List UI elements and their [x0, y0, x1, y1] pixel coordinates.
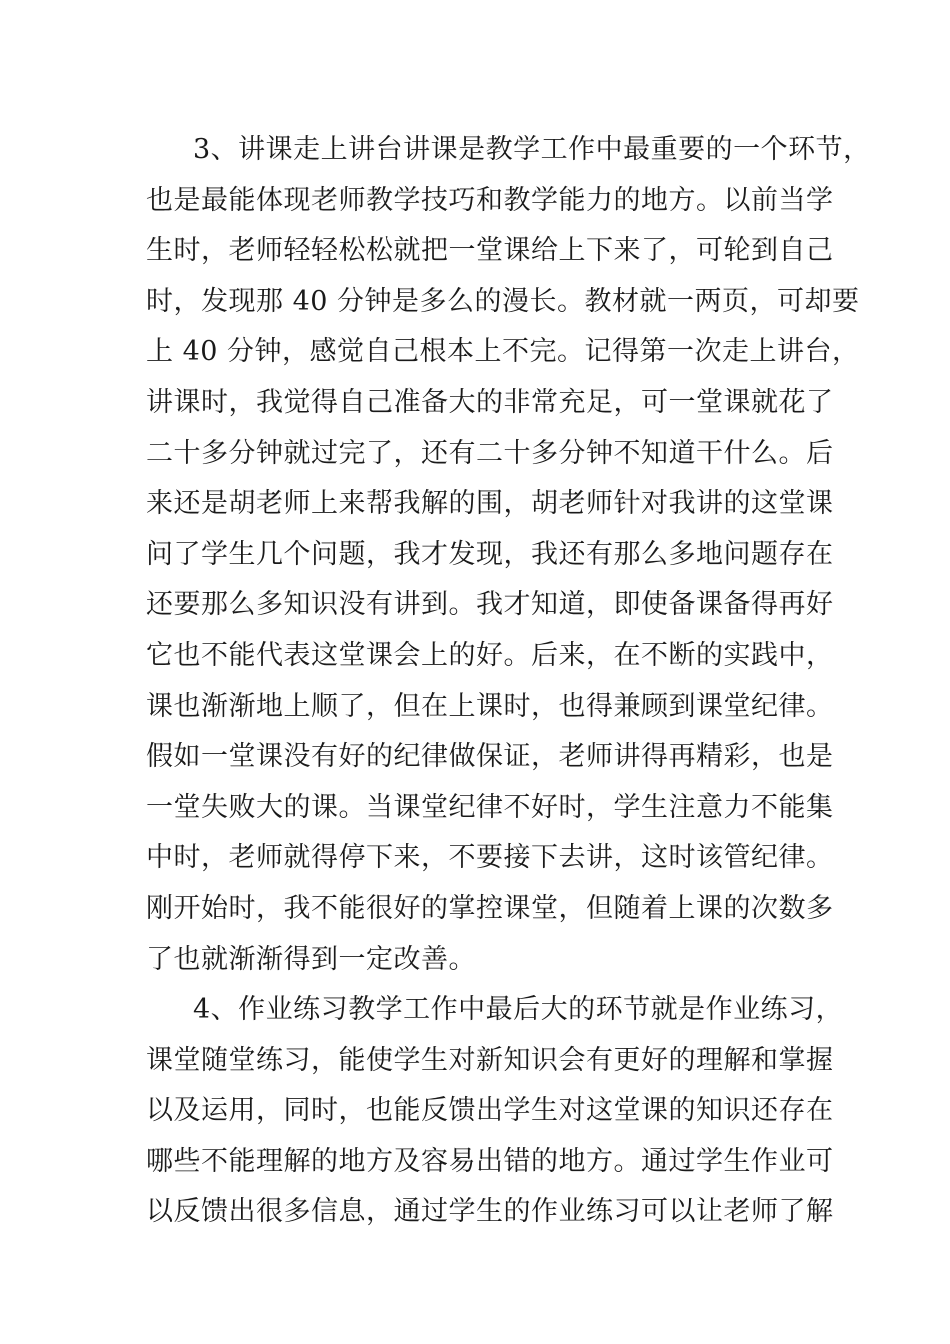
paragraph-lecturing	[146, 125, 871, 985]
text-line: 哪些不能理解的地方及容易出错的地方。通过学生作业可	[146, 1145, 834, 1177]
text-line: 讲课时，我觉得自己准备大的非常充足，可一堂课就花了	[146, 386, 834, 418]
document-page	[146, 125, 871, 1238]
text-line: 还要那么多知识没有讲到。我才知道，即使备课备得再好	[146, 589, 834, 621]
text-line: 4、作业练习教学工作中最后大的环节就是作业练习，	[193, 994, 844, 1026]
text-line: 以反馈出很多信息，通过学生的作业练习可以让老师了解	[146, 1196, 834, 1228]
text-line: 假如一堂课没有好的纪律做保证，老师讲得再精彩，也是	[146, 741, 834, 773]
text-line: 二十多分钟就过完了，还有二十多分钟不知道干什么。后	[146, 437, 834, 469]
text-line: 问了学生几个问题，我才发现，我还有那么多地问题存在	[146, 538, 834, 570]
text-line: 课堂随堂练习，能使学生对新知识会有更好的理解和掌握	[146, 1044, 834, 1076]
text-line: 一堂失败大的课。当课堂纪律不好时，学生注意力不能集	[146, 791, 834, 823]
text-line: 中时，老师就得停下来，不要接下去讲，这时该管纪律。	[146, 842, 834, 874]
text-line: 上 40 分钟，感觉自己根本上不完。记得第一次走上讲台，	[146, 336, 860, 368]
text-line: 以及运用，同时，也能反馈出学生对这堂课的知识还存在	[146, 1095, 834, 1127]
paragraph-homework	[146, 985, 844, 1238]
text-line: 也是最能体现老师教学技巧和教学能力的地方。以前当学	[146, 184, 834, 216]
text-line: 它也不能代表这堂课会上的好。后来，在不断的实践中，	[146, 639, 834, 671]
text-line: 生时，老师轻轻松松就把一堂课给上下来了，可轮到自己	[146, 235, 834, 267]
text-line: 3、讲课走上讲台讲课是教学工作中最重要的一个环节，	[193, 134, 871, 165]
text-line: 课也渐渐地上顺了，但在上课时，也得兼顾到课堂纪律。	[146, 690, 834, 722]
text-line: 来还是胡老师上来帮我解的围，胡老师针对我讲的这堂课	[146, 488, 834, 520]
text-line: 了也就渐渐得到一定改善。	[146, 943, 476, 975]
text-line: 时，发现那 40 分钟是多么的漫长。教材就一两页，可却要	[146, 285, 860, 317]
text-line: 刚开始时，我不能很好的掌控课堂，但随着上课的次数多	[146, 892, 834, 924]
